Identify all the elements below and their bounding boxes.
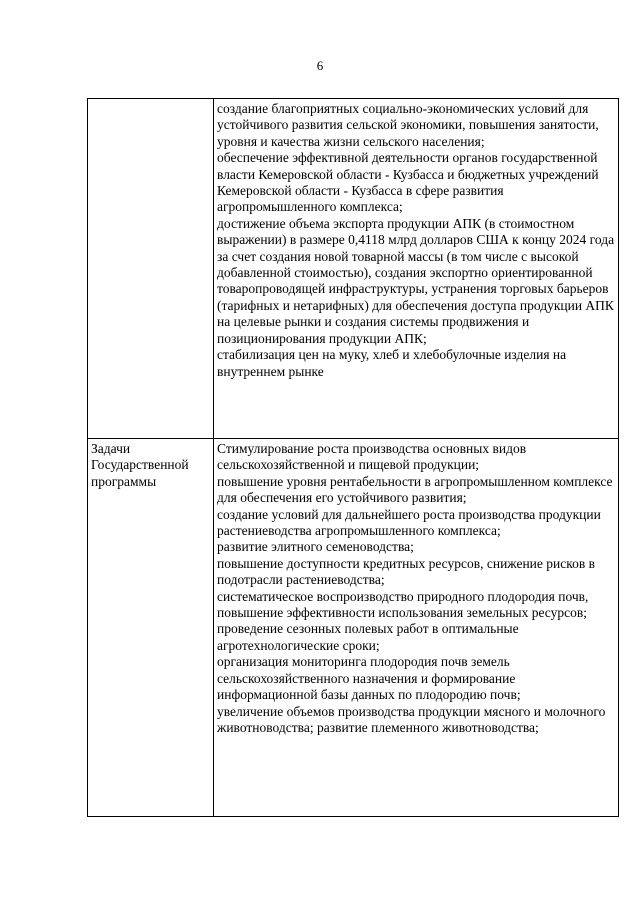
goals-content-cell — [214, 99, 619, 439]
list-item: достижение объема экспорта продукции АПК (в стоимостном выражении) в размере 0,4118 млрд долларов США к концу 2024 года за счет создания новой товарной массы (в том числе с высокой добавленной стоимостью), создания экспортно ориентированной товаропроводящей инфраструктуры, устранения торговых барьеров (тарифных и нетарифных) для обеспечения доступа продукции АПК на целевые рынки и создания системы продвижения и позиционирования продукции АПК; — [217, 215, 615, 346]
list-item: систематическое воспроизводство природного плодородия почв, повышение эффективности использования земельных ресурсов; — [217, 588, 589, 621]
list-item: повышение уровня рентабельности в агропромышленном комплексе для обеспечения его устойчивого развития; — [217, 473, 613, 506]
row-label-cell: Задачи Государственной программы — [88, 439, 214, 817]
list-item: проведение сезонных полевых работ в оптимальные агротехнологические сроки; — [217, 621, 519, 653]
list-item: стабилизация цен на муку, хлеб и хлебобулочные изделия на внутреннем рынке — [217, 347, 567, 379]
list-item: Стимулирование роста производства основных видов сельскохозяйственной и пищевой продукции; — [217, 441, 527, 473]
page-number: 6 — [316, 58, 324, 73]
table-row — [88, 439, 619, 817]
tasks-content-cell — [214, 439, 619, 817]
program-passport-table — [87, 98, 619, 817]
list-item: увеличение объемов производства продукции мясного и молочного животноводства; развитие племенного животноводства; — [217, 703, 606, 735]
row-label-cell — [88, 99, 214, 439]
table-row — [88, 99, 619, 439]
list-item: повышение доступности кредитных ресурсов, снижение рисков в подотрасли растениеводства; — [217, 555, 595, 588]
list-item: создание благоприятных социально-экономических условий для устойчивого развития сельской экономики, повышения занятости, уровня и качества жизни сельского населения; — [217, 101, 599, 149]
list-item: организация мониторинга плодородия почв земель сельскохозяйственного назначения и формирование информационной базы данных по плодородию почв; — [217, 654, 521, 703]
list-item: развитие элитного семеноводства; — [217, 539, 414, 555]
list-item: обеспечение эффективной деятельности органов государственной власти Кемеровской области - Кузбасса и бюджетных учреждений Кемеровской области - Кузбасса в сфере развития агропромышленного комплекса; — [217, 150, 599, 215]
list-item: создание условий для дальнейшего роста производства продукции растениеводства агропромышленного комплекса; — [217, 506, 601, 539]
